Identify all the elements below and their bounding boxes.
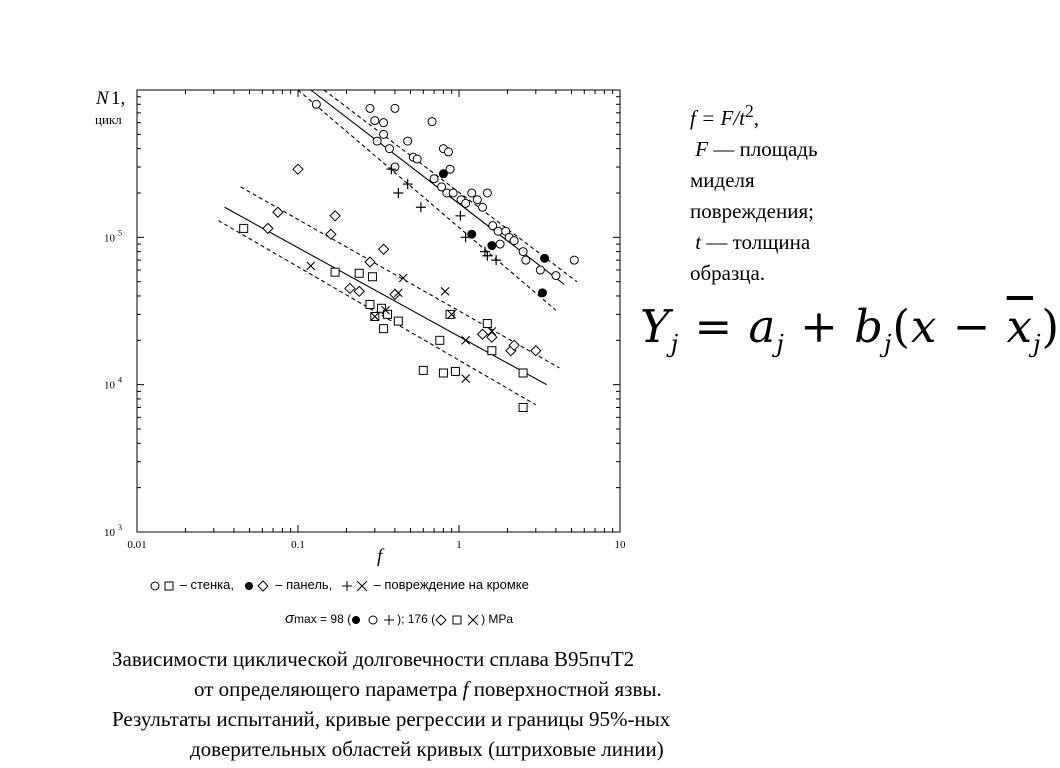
point-square-open — [366, 301, 374, 309]
point-diamond-open — [487, 332, 497, 342]
legend-stress — [285, 610, 513, 627]
caption-line-1: Зависимости циклической долговечности сплава В95пчТ2 — [112, 647, 635, 671]
y-axis-symbol: N — [96, 88, 109, 109]
point-diamond-open — [354, 286, 364, 296]
legend-panel-markers — [244, 580, 272, 592]
point-diamond-open — [263, 223, 273, 233]
caption-line-2: от определяющего параметра f поверхностной язвы. — [194, 677, 662, 701]
point-circle-open — [522, 256, 530, 264]
stress-98-markers — [351, 614, 397, 626]
point-square-open — [451, 367, 459, 375]
point-circle-open — [496, 240, 504, 248]
point-diamond-open — [379, 244, 389, 254]
point-circle-open — [570, 256, 578, 264]
y-tick-label: 10 — [104, 232, 115, 245]
point-plus — [455, 211, 465, 221]
point-circle-open — [494, 227, 502, 235]
confidence-bound-line — [241, 187, 560, 368]
point-circle-open — [510, 237, 518, 245]
x-tick-label: 10 — [614, 539, 626, 551]
point-diamond-open — [390, 289, 400, 299]
point-square-open — [331, 268, 339, 276]
y-axis-index: 1, — [111, 88, 126, 109]
point-circle-open — [312, 100, 320, 108]
point-circle-open — [473, 196, 481, 204]
x-tick-label: 0.1 — [291, 539, 305, 551]
y-tick-label: 10 — [104, 527, 115, 539]
point-circle-open — [552, 272, 560, 280]
x-axis-label: f — [377, 546, 383, 567]
legend-edge-label: – повреждение на кромке — [369, 577, 529, 592]
point-circle-open — [430, 175, 438, 183]
point-circle-filled — [541, 254, 549, 262]
y-tick-exponent: 3 — [118, 523, 122, 532]
point-square-open — [446, 310, 454, 318]
point-square-open — [488, 347, 496, 355]
point-circle-open — [462, 199, 470, 207]
point-diamond-open — [531, 346, 541, 356]
y-tick-label: 10 — [104, 379, 115, 392]
point-circle-open — [371, 117, 379, 125]
regression-formula: $Y_j = a_j + b_j(x - \overline{x}_j)$ — [640, 300, 1060, 358]
point-circle-open — [404, 137, 412, 145]
point-diamond-open — [365, 257, 375, 267]
point-circle-open — [413, 155, 421, 163]
confidence-bound-line — [324, 90, 577, 282]
note-line-4: повреждения; — [690, 199, 814, 223]
point-circle-filled — [439, 170, 447, 178]
point-circle-open — [468, 189, 476, 197]
point-cross — [462, 336, 470, 344]
y-axis-unit: цикл — [95, 112, 122, 127]
point-circle-open — [449, 189, 457, 197]
point-plus — [416, 202, 426, 212]
stress-98-label: max = 98 ( — [294, 612, 352, 626]
point-circle-open — [366, 104, 374, 112]
point-square-open — [394, 317, 402, 325]
note-line-1: $f = F/t^2$, — [690, 101, 760, 130]
point-square-open — [355, 269, 363, 277]
note-line-2: F — площадь — [695, 137, 818, 161]
point-cross — [462, 375, 470, 383]
point-circle-open — [444, 148, 452, 156]
point-circle-open — [391, 163, 399, 171]
point-circle-open — [373, 137, 381, 145]
tick-labels — [104, 228, 626, 551]
x-tick-label: 0.01 — [127, 539, 147, 551]
note-line-3: миделя — [690, 168, 755, 192]
stress-unit: ) MPa — [481, 612, 514, 626]
point-circle-open — [519, 248, 527, 256]
legend-edge-markers — [342, 580, 370, 592]
stress-176-label: ); 176 ( — [397, 612, 436, 626]
point-plus — [482, 251, 492, 261]
point-square-open — [436, 336, 444, 344]
point-square-open — [519, 403, 527, 411]
legend-panel-label: – панель, — [271, 577, 333, 592]
point-circle-open — [385, 145, 393, 153]
point-circle-open — [380, 119, 388, 127]
note-line-5: t — толщина — [695, 230, 811, 254]
sigma-symbol: σ — [285, 610, 295, 627]
point-plus — [393, 188, 403, 198]
point-circle-open — [483, 189, 491, 197]
point-cross — [441, 287, 449, 295]
point-diamond-open — [330, 211, 340, 221]
point-circle-open — [536, 266, 544, 274]
y-tick-exponent: 4 — [118, 375, 122, 385]
point-circle-open — [428, 118, 436, 126]
legend-markers — [150, 577, 529, 592]
point-diamond-open — [478, 329, 488, 339]
point-square-open — [240, 224, 248, 232]
note-line-6: образца. — [690, 261, 766, 285]
caption-line-4: доверительных областей кривых (штриховые линии) — [190, 737, 664, 761]
point-cross — [307, 262, 315, 270]
point-square-open — [419, 366, 427, 374]
point-square-open — [439, 369, 447, 377]
confidence-bound-line — [298, 90, 556, 310]
point-square-open — [380, 325, 388, 333]
point-square-open — [368, 273, 376, 281]
point-square-open — [519, 369, 527, 377]
point-circle-open — [380, 130, 388, 138]
point-circle-open — [391, 104, 399, 112]
point-circle-filled — [488, 242, 496, 250]
point-circle-filled — [538, 289, 546, 297]
legend-stenka-label: – стенка, — [176, 577, 234, 592]
legend-stenka-markers — [150, 580, 176, 592]
figure-caption — [112, 644, 670, 764]
point-diamond-open — [326, 229, 336, 239]
point-plus — [491, 255, 501, 265]
point-square-open — [483, 320, 491, 328]
point-diamond-open — [273, 207, 283, 217]
parameter-note — [690, 96, 890, 289]
point-plus — [403, 179, 413, 189]
stress-176-markers — [435, 614, 481, 626]
y-tick-exponent: 5 — [118, 228, 122, 238]
x-tick-label: 1 — [456, 539, 462, 551]
point-circle-open — [479, 203, 487, 211]
point-diamond-open — [345, 283, 355, 293]
point-diamond-open — [293, 164, 303, 174]
caption-line-3: Результаты испытаний, кривые регрессии и границы 95%-ных — [112, 707, 671, 731]
